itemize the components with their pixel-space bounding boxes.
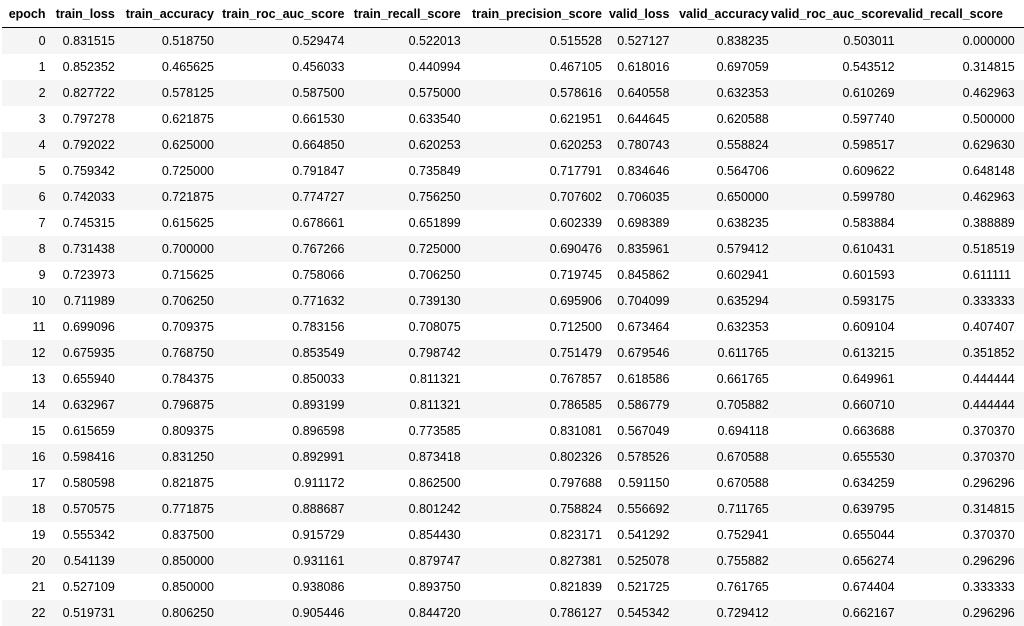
cell-train-loss: 0.541139 <box>46 548 115 574</box>
cell-valid-roc-auc-score: 0.649961 <box>769 366 895 392</box>
column-header-valid-loss: valid_loss <box>602 0 670 28</box>
cell-train-roc-auc-score: 0.893199 <box>214 392 344 418</box>
cell-train-roc-auc-score: 0.758066 <box>214 262 344 288</box>
cell-train-roc-auc-score: 0.853549 <box>214 340 344 366</box>
cell-valid-loss: 0.527127 <box>602 28 670 55</box>
cell-train-loss: 0.580598 <box>46 470 115 496</box>
table-row <box>2 496 1024 522</box>
cell-train-precision-score: 0.786127 <box>461 600 602 626</box>
cell-train-recall-score: 0.739130 <box>344 288 460 314</box>
cell-valid-loss: 0.586779 <box>602 392 670 418</box>
cell-train-loss: 0.699096 <box>46 314 115 340</box>
row-index: 14 <box>2 392 46 418</box>
cell-valid-recall-score: 0.500000 <box>895 106 1024 132</box>
cell-train-recall-score: 0.862500 <box>344 470 460 496</box>
cell-train-roc-auc-score: 0.678661 <box>214 210 344 236</box>
table-row <box>2 288 1024 314</box>
table-body <box>2 28 1024 626</box>
cell-train-accuracy: 0.578125 <box>115 80 214 106</box>
table-row <box>2 340 1024 366</box>
cell-valid-accuracy: 0.558824 <box>669 132 768 158</box>
cell-train-recall-score: 0.893750 <box>344 574 460 600</box>
cell-train-loss: 0.632967 <box>46 392 115 418</box>
cell-valid-recall-score: 0.388889 <box>895 210 1024 236</box>
cell-valid-recall-score: 0.444444 <box>895 366 1024 392</box>
cell-valid-loss: 0.835961 <box>602 236 670 262</box>
cell-train-precision-score: 0.620253 <box>461 132 602 158</box>
cell-train-precision-score: 0.690476 <box>461 236 602 262</box>
cell-train-loss: 0.675935 <box>46 340 115 366</box>
cell-train-accuracy: 0.621875 <box>115 106 214 132</box>
cell-valid-roc-auc-score: 0.656274 <box>769 548 895 574</box>
cell-valid-accuracy: 0.694118 <box>669 418 768 444</box>
cell-valid-recall-score: 0.370370 <box>895 444 1024 470</box>
cell-train-recall-score: 0.440994 <box>344 54 460 80</box>
cell-valid-accuracy: 0.711765 <box>669 496 768 522</box>
cell-train-accuracy: 0.700000 <box>115 236 214 262</box>
cell-valid-loss: 0.525078 <box>602 548 670 574</box>
cell-valid-roc-auc-score: 0.609104 <box>769 314 895 340</box>
cell-train-recall-score: 0.854430 <box>344 522 460 548</box>
cell-train-precision-score: 0.751479 <box>461 340 602 366</box>
cell-train-precision-score: 0.695906 <box>461 288 602 314</box>
column-header-train-precision-score: train_precision_score <box>461 0 602 28</box>
cell-valid-accuracy: 0.670588 <box>669 470 768 496</box>
cell-train-roc-auc-score: 0.664850 <box>214 132 344 158</box>
cell-valid-loss: 0.845862 <box>602 262 670 288</box>
cell-train-accuracy: 0.806250 <box>115 600 214 626</box>
row-index: 11 <box>2 314 46 340</box>
cell-valid-recall-score: 0.444444 <box>895 392 1024 418</box>
cell-train-accuracy: 0.706250 <box>115 288 214 314</box>
cell-train-roc-auc-score: 0.850033 <box>214 366 344 392</box>
cell-train-recall-score: 0.811321 <box>344 366 460 392</box>
cell-train-recall-score: 0.620253 <box>344 132 460 158</box>
cell-valid-loss: 0.698389 <box>602 210 670 236</box>
row-index: 0 <box>2 28 46 55</box>
cell-train-accuracy: 0.796875 <box>115 392 214 418</box>
table-row <box>2 106 1024 132</box>
cell-valid-recall-score: 0.333333 <box>895 288 1024 314</box>
cell-valid-recall-score: 0.462963 <box>895 184 1024 210</box>
cell-train-loss: 0.615659 <box>46 418 115 444</box>
cell-train-loss: 0.527109 <box>46 574 115 600</box>
cell-train-precision-score: 0.467105 <box>461 54 602 80</box>
row-index: 4 <box>2 132 46 158</box>
table-row <box>2 574 1024 600</box>
cell-train-recall-score: 0.844720 <box>344 600 460 626</box>
cell-train-loss: 0.555342 <box>46 522 115 548</box>
cell-valid-loss: 0.521725 <box>602 574 670 600</box>
column-header-epoch: epoch <box>2 0 46 28</box>
cell-train-loss: 0.797278 <box>46 106 115 132</box>
row-index: 20 <box>2 548 46 574</box>
table-row <box>2 522 1024 548</box>
row-index: 13 <box>2 366 46 392</box>
cell-train-accuracy: 0.725000 <box>115 158 214 184</box>
cell-train-accuracy: 0.809375 <box>115 418 214 444</box>
cell-train-accuracy: 0.518750 <box>115 28 214 55</box>
cell-train-recall-score: 0.633540 <box>344 106 460 132</box>
cell-train-precision-score: 0.578616 <box>461 80 602 106</box>
cell-train-roc-auc-score: 0.783156 <box>214 314 344 340</box>
cell-valid-accuracy: 0.755882 <box>669 548 768 574</box>
cell-train-recall-score: 0.873418 <box>344 444 460 470</box>
cell-valid-roc-auc-score: 0.503011 <box>769 28 895 55</box>
cell-valid-recall-score: 0.462963 <box>895 80 1024 106</box>
cell-train-loss: 0.711989 <box>46 288 115 314</box>
cell-valid-accuracy: 0.564706 <box>669 158 768 184</box>
cell-valid-accuracy: 0.579412 <box>669 236 768 262</box>
cell-train-precision-score: 0.821839 <box>461 574 602 600</box>
cell-train-recall-score: 0.575000 <box>344 80 460 106</box>
table-row <box>2 392 1024 418</box>
cell-train-recall-score: 0.651899 <box>344 210 460 236</box>
cell-valid-accuracy: 0.752941 <box>669 522 768 548</box>
row-index: 3 <box>2 106 46 132</box>
cell-valid-recall-score: 0.407407 <box>895 314 1024 340</box>
column-header-train-roc-auc-score: train_roc_auc_score <box>214 0 344 28</box>
cell-valid-recall-score: 0.611111 <box>895 262 1024 288</box>
table-row <box>2 28 1024 55</box>
cell-valid-roc-auc-score: 0.663688 <box>769 418 895 444</box>
cell-valid-accuracy: 0.632353 <box>669 314 768 340</box>
table-row <box>2 184 1024 210</box>
cell-valid-loss: 0.567049 <box>602 418 670 444</box>
cell-valid-loss: 0.578526 <box>602 444 670 470</box>
cell-train-roc-auc-score: 0.456033 <box>214 54 344 80</box>
cell-train-precision-score: 0.831081 <box>461 418 602 444</box>
table-row <box>2 470 1024 496</box>
cell-valid-accuracy: 0.620588 <box>669 106 768 132</box>
cell-train-precision-score: 0.802326 <box>461 444 602 470</box>
column-header-valid-accuracy: valid_accuracy <box>669 0 768 28</box>
cell-valid-roc-auc-score: 0.634259 <box>769 470 895 496</box>
table-row <box>2 548 1024 574</box>
row-index: 2 <box>2 80 46 106</box>
cell-valid-recall-score: 0.000000 <box>895 28 1024 55</box>
cell-train-precision-score: 0.797688 <box>461 470 602 496</box>
table-row <box>2 80 1024 106</box>
row-index: 12 <box>2 340 46 366</box>
cell-valid-accuracy: 0.761765 <box>669 574 768 600</box>
cell-train-accuracy: 0.771875 <box>115 496 214 522</box>
row-index: 19 <box>2 522 46 548</box>
row-index: 9 <box>2 262 46 288</box>
cell-train-accuracy: 0.821875 <box>115 470 214 496</box>
cell-train-accuracy: 0.721875 <box>115 184 214 210</box>
cell-train-precision-score: 0.767857 <box>461 366 602 392</box>
cell-valid-accuracy: 0.611765 <box>669 340 768 366</box>
row-index: 16 <box>2 444 46 470</box>
table-row <box>2 54 1024 80</box>
table-row <box>2 132 1024 158</box>
column-header-valid-recall-score: valid_recall_score <box>895 0 1024 28</box>
metrics-table <box>2 0 1024 626</box>
cell-valid-accuracy: 0.635294 <box>669 288 768 314</box>
cell-valid-roc-auc-score: 0.599780 <box>769 184 895 210</box>
cell-train-precision-score: 0.719745 <box>461 262 602 288</box>
cell-train-recall-score: 0.522013 <box>344 28 460 55</box>
cell-train-roc-auc-score: 0.587500 <box>214 80 344 106</box>
cell-valid-recall-score: 0.314815 <box>895 54 1024 80</box>
cell-valid-accuracy: 0.638235 <box>669 210 768 236</box>
cell-train-accuracy: 0.615625 <box>115 210 214 236</box>
cell-train-loss: 0.723973 <box>46 262 115 288</box>
column-header-train-loss: train_loss <box>46 0 115 28</box>
cell-train-roc-auc-score: 0.661530 <box>214 106 344 132</box>
cell-train-loss: 0.745315 <box>46 210 115 236</box>
cell-train-precision-score: 0.515528 <box>461 28 602 55</box>
cell-valid-loss: 0.618016 <box>602 54 670 80</box>
cell-valid-accuracy: 0.602941 <box>669 262 768 288</box>
cell-valid-roc-auc-score: 0.662167 <box>769 600 895 626</box>
cell-valid-roc-auc-score: 0.598517 <box>769 132 895 158</box>
cell-valid-loss: 0.640558 <box>602 80 670 106</box>
cell-train-recall-score: 0.756250 <box>344 184 460 210</box>
cell-valid-roc-auc-score: 0.655530 <box>769 444 895 470</box>
cell-train-accuracy: 0.768750 <box>115 340 214 366</box>
cell-train-accuracy: 0.625000 <box>115 132 214 158</box>
cell-valid-accuracy: 0.661765 <box>669 366 768 392</box>
column-header-train-accuracy: train_accuracy <box>115 0 214 28</box>
cell-train-accuracy: 0.850000 <box>115 548 214 574</box>
cell-valid-loss: 0.704099 <box>602 288 670 314</box>
cell-valid-loss: 0.644645 <box>602 106 670 132</box>
cell-valid-loss: 0.673464 <box>602 314 670 340</box>
cell-valid-roc-auc-score: 0.660710 <box>769 392 895 418</box>
cell-train-recall-score: 0.879747 <box>344 548 460 574</box>
column-header-train-recall-score: train_recall_score <box>344 0 460 28</box>
cell-train-recall-score: 0.801242 <box>344 496 460 522</box>
table-row <box>2 600 1024 626</box>
cell-valid-recall-score: 0.648148 <box>895 158 1024 184</box>
cell-train-precision-score: 0.621951 <box>461 106 602 132</box>
cell-train-loss: 0.831515 <box>46 28 115 55</box>
row-index: 17 <box>2 470 46 496</box>
cell-valid-accuracy: 0.650000 <box>669 184 768 210</box>
cell-train-roc-auc-score: 0.938086 <box>214 574 344 600</box>
column-header-valid-roc-auc-score: valid_roc_auc_score <box>769 0 895 28</box>
cell-train-roc-auc-score: 0.931161 <box>214 548 344 574</box>
cell-train-recall-score: 0.773585 <box>344 418 460 444</box>
cell-train-roc-auc-score: 0.915729 <box>214 522 344 548</box>
cell-train-loss: 0.742033 <box>46 184 115 210</box>
row-index: 7 <box>2 210 46 236</box>
cell-train-loss: 0.731438 <box>46 236 115 262</box>
cell-train-precision-score: 0.717791 <box>461 158 602 184</box>
row-index: 22 <box>2 600 46 626</box>
cell-train-roc-auc-score: 0.888687 <box>214 496 344 522</box>
cell-train-loss: 0.759342 <box>46 158 115 184</box>
row-index: 10 <box>2 288 46 314</box>
row-index: 5 <box>2 158 46 184</box>
table-row <box>2 314 1024 340</box>
cell-valid-recall-score: 0.370370 <box>895 418 1024 444</box>
cell-train-loss: 0.655940 <box>46 366 115 392</box>
cell-valid-accuracy: 0.729412 <box>669 600 768 626</box>
cell-train-accuracy: 0.715625 <box>115 262 214 288</box>
cell-train-roc-auc-score: 0.892991 <box>214 444 344 470</box>
table-row <box>2 262 1024 288</box>
table-row <box>2 366 1024 392</box>
cell-valid-roc-auc-score: 0.593175 <box>769 288 895 314</box>
cell-train-loss: 0.827722 <box>46 80 115 106</box>
cell-valid-loss: 0.541292 <box>602 522 670 548</box>
cell-valid-roc-auc-score: 0.601593 <box>769 262 895 288</box>
cell-train-recall-score: 0.725000 <box>344 236 460 262</box>
cell-valid-recall-score: 0.296296 <box>895 470 1024 496</box>
row-index: 21 <box>2 574 46 600</box>
cell-valid-accuracy: 0.670588 <box>669 444 768 470</box>
cell-valid-accuracy: 0.838235 <box>669 28 768 55</box>
cell-valid-roc-auc-score: 0.610431 <box>769 236 895 262</box>
cell-train-loss: 0.519731 <box>46 600 115 626</box>
cell-valid-accuracy: 0.705882 <box>669 392 768 418</box>
cell-valid-roc-auc-score: 0.610269 <box>769 80 895 106</box>
cell-valid-loss: 0.679546 <box>602 340 670 366</box>
cell-train-roc-auc-score: 0.896598 <box>214 418 344 444</box>
cell-train-precision-score: 0.758824 <box>461 496 602 522</box>
cell-valid-recall-score: 0.629630 <box>895 132 1024 158</box>
cell-valid-roc-auc-score: 0.583884 <box>769 210 895 236</box>
cell-train-loss: 0.852352 <box>46 54 115 80</box>
cell-valid-roc-auc-score: 0.639795 <box>769 496 895 522</box>
cell-train-precision-score: 0.823171 <box>461 522 602 548</box>
cell-train-accuracy: 0.831250 <box>115 444 214 470</box>
cell-valid-roc-auc-score: 0.674404 <box>769 574 895 600</box>
cell-train-precision-score: 0.602339 <box>461 210 602 236</box>
cell-train-roc-auc-score: 0.791847 <box>214 158 344 184</box>
cell-valid-loss: 0.556692 <box>602 496 670 522</box>
cell-valid-loss: 0.780743 <box>602 132 670 158</box>
cell-train-loss: 0.792022 <box>46 132 115 158</box>
cell-valid-roc-auc-score: 0.609622 <box>769 158 895 184</box>
cell-train-recall-score: 0.798742 <box>344 340 460 366</box>
table-row <box>2 236 1024 262</box>
cell-valid-loss: 0.545342 <box>602 600 670 626</box>
cell-valid-loss: 0.591150 <box>602 470 670 496</box>
cell-train-accuracy: 0.465625 <box>115 54 214 80</box>
cell-train-recall-score: 0.708075 <box>344 314 460 340</box>
row-index: 8 <box>2 236 46 262</box>
cell-train-recall-score: 0.735849 <box>344 158 460 184</box>
cell-train-roc-auc-score: 0.905446 <box>214 600 344 626</box>
cell-valid-recall-score: 0.518519 <box>895 236 1024 262</box>
cell-valid-recall-score: 0.351852 <box>895 340 1024 366</box>
row-index: 1 <box>2 54 46 80</box>
cell-valid-accuracy: 0.697059 <box>669 54 768 80</box>
cell-train-precision-score: 0.827381 <box>461 548 602 574</box>
row-index: 6 <box>2 184 46 210</box>
cell-valid-loss: 0.618586 <box>602 366 670 392</box>
cell-valid-recall-score: 0.333333 <box>895 574 1024 600</box>
cell-train-roc-auc-score: 0.774727 <box>214 184 344 210</box>
cell-valid-recall-score: 0.314815 <box>895 496 1024 522</box>
cell-train-recall-score: 0.811321 <box>344 392 460 418</box>
cell-train-precision-score: 0.712500 <box>461 314 602 340</box>
cell-valid-roc-auc-score: 0.655044 <box>769 522 895 548</box>
table-row <box>2 158 1024 184</box>
cell-valid-roc-auc-score: 0.613215 <box>769 340 895 366</box>
cell-valid-roc-auc-score: 0.543512 <box>769 54 895 80</box>
cell-train-precision-score: 0.786585 <box>461 392 602 418</box>
cell-valid-recall-score: 0.370370 <box>895 522 1024 548</box>
table-row <box>2 210 1024 236</box>
cell-train-recall-score: 0.706250 <box>344 262 460 288</box>
cell-train-precision-score: 0.707602 <box>461 184 602 210</box>
cell-train-accuracy: 0.837500 <box>115 522 214 548</box>
cell-train-accuracy: 0.784375 <box>115 366 214 392</box>
row-index: 15 <box>2 418 46 444</box>
row-index: 18 <box>2 496 46 522</box>
cell-valid-loss: 0.834646 <box>602 158 670 184</box>
cell-train-loss: 0.570575 <box>46 496 115 522</box>
header-row <box>2 0 1024 28</box>
table-row <box>2 418 1024 444</box>
cell-valid-recall-score: 0.296296 <box>895 548 1024 574</box>
cell-valid-accuracy: 0.632353 <box>669 80 768 106</box>
table-row <box>2 444 1024 470</box>
cell-train-roc-auc-score: 0.771632 <box>214 288 344 314</box>
cell-valid-recall-score: 0.296296 <box>895 600 1024 626</box>
cell-train-accuracy: 0.709375 <box>115 314 214 340</box>
cell-valid-roc-auc-score: 0.597740 <box>769 106 895 132</box>
cell-train-roc-auc-score: 0.529474 <box>214 28 344 55</box>
cell-train-loss: 0.598416 <box>46 444 115 470</box>
cell-train-roc-auc-score: 0.911172 <box>214 470 344 496</box>
cell-valid-loss: 0.706035 <box>602 184 670 210</box>
cell-train-accuracy: 0.850000 <box>115 574 214 600</box>
cell-train-roc-auc-score: 0.767266 <box>214 236 344 262</box>
